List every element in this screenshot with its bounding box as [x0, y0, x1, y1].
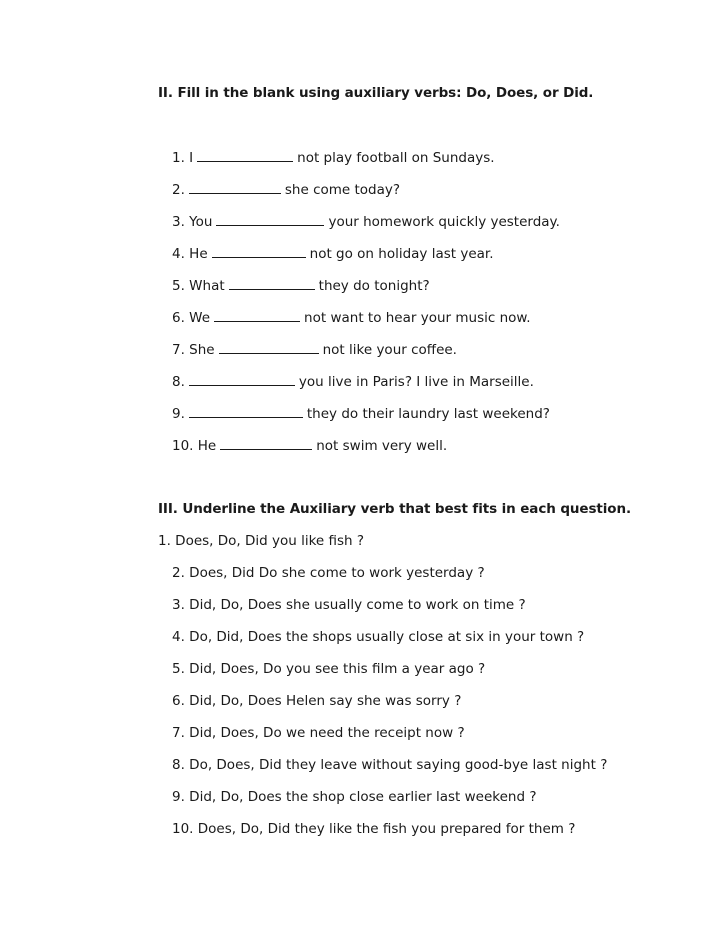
item-prefix: 2. [172, 182, 185, 198]
underline-item-10: 10. Does, Do, Did they like the fish you prepared for them ? [172, 821, 576, 837]
fill-blank-item-4 [172, 244, 494, 263]
underline-item-2: 2. Does, Did Do she come to work yesterday ? [172, 565, 485, 581]
item-suffix: not go on holiday last year. [309, 246, 494, 262]
section-3-heading: III. Underline the Auxiliary verb that best fits in each question. [158, 501, 631, 517]
blank-field[interactable] [219, 340, 319, 354]
blank-field[interactable] [216, 212, 324, 226]
underline-item-3: 3. Did, Do, Does she usually come to work on time ? [172, 597, 526, 613]
underline-item-9: 9. Did, Do, Does the shop close earlier last weekend ? [172, 789, 537, 805]
blank-field[interactable] [189, 404, 303, 418]
item-prefix: 7. She [172, 342, 215, 358]
fill-blank-item-9 [172, 404, 550, 423]
blank-field[interactable] [214, 308, 300, 322]
fill-blank-item-5 [172, 276, 430, 295]
underline-item-8: 8. Do, Does, Did they leave without saying good-bye last night ? [172, 757, 608, 773]
item-suffix: they do tonight? [318, 278, 430, 294]
item-prefix: 8. [172, 374, 185, 390]
underline-item-4: 4. Do, Did, Does the shops usually close at six in your town ? [172, 629, 585, 645]
underline-item-1: 1. Does, Do, Did you like fish ? [158, 533, 365, 549]
item-prefix: 6. We [172, 310, 211, 326]
item-suffix: she come today? [284, 182, 401, 198]
fill-blank-item-2 [172, 180, 400, 199]
item-suffix: not like your coffee. [322, 342, 457, 358]
fill-blank-item-6 [172, 308, 530, 327]
underline-item-6: 6. Did, Do, Does Helen say she was sorry ? [172, 693, 462, 709]
blank-field[interactable] [189, 372, 295, 386]
underline-item-7: 7. Did, Does, Do we need the receipt now ? [172, 725, 465, 741]
item-suffix: not play football on Sundays. [297, 150, 495, 166]
item-suffix: not swim very well. [316, 438, 448, 454]
blank-field[interactable] [212, 244, 306, 258]
item-prefix: 5. What [172, 278, 225, 294]
item-prefix: 9. [172, 406, 185, 422]
blank-field[interactable] [229, 276, 315, 290]
fill-blank-item-3 [172, 212, 560, 231]
item-prefix: 4. He [172, 246, 208, 262]
section-2-heading: II. Fill in the blank using auxiliary verbs: Do, Does, or Did. [158, 85, 594, 101]
item-prefix: 1. I [172, 150, 194, 166]
blank-field[interactable] [197, 148, 293, 162]
fill-blank-item-8 [172, 372, 534, 391]
fill-blank-item-10 [172, 436, 447, 455]
blank-field[interactable] [220, 436, 312, 450]
blank-field[interactable] [189, 180, 281, 194]
underline-item-5: 5. Did, Does, Do you see this film a year ago ? [172, 661, 486, 677]
fill-blank-item-7 [172, 340, 457, 359]
item-prefix: 3. You [172, 214, 213, 230]
item-suffix: you live in Paris? I live in Marseille. [298, 374, 534, 390]
fill-blank-item-1 [172, 148, 495, 167]
item-suffix: not want to hear your music now. [304, 310, 531, 326]
item-suffix: they do their laundry last weekend? [306, 406, 550, 422]
item-prefix: 10. He [172, 438, 217, 454]
item-suffix: your homework quickly yesterday. [328, 214, 560, 230]
